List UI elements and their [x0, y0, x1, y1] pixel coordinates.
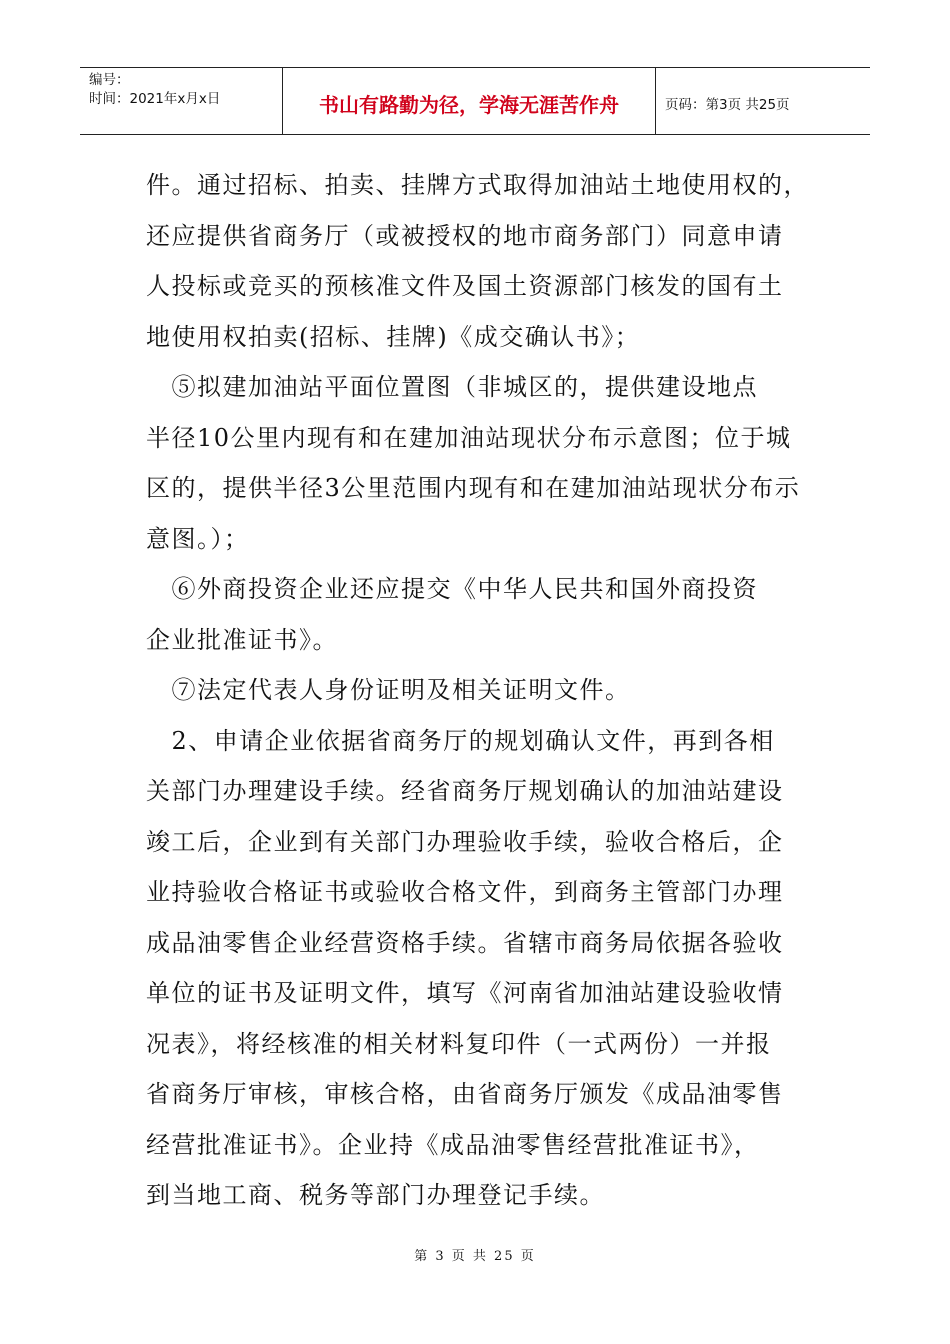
text-line: 成品油零售企业经营资格手续。省辖市商务局依据各验收 — [146, 928, 784, 957]
header-page-info: 页码：第3页 共25页 — [665, 97, 790, 113]
text-line: 意图。）； — [146, 524, 250, 553]
text-line: 企业批准证书》。 — [146, 625, 338, 654]
text-line: 2、申请企业依据省商务厅的规划确认文件，再到各相 — [146, 726, 775, 755]
text-line: ⑥外商投资企业还应提交《中华人民共和国外商投资 — [146, 575, 758, 603]
text-line: 半径10公里内现有和在建加油站现状分布示意图；位于城 — [146, 423, 792, 452]
text-line: 到当地工商、税务等部门办理登记手续。 — [146, 1181, 605, 1209]
document-time: 时间：2021年x月x日 — [89, 91, 221, 107]
text-line: 地使用权拍卖(招标、挂牌)《成交确认书》； — [146, 322, 641, 351]
text-line: 况表》，将经核准的相关材料复印件（一式两份）一并报 — [146, 1029, 772, 1058]
page-footer: 第 3 页 共 25 页 — [414, 1249, 536, 1264]
text-line: 区的，提供半径3公里范围内现有和在建加油站现状分布示 — [146, 474, 801, 502]
text-line: 省商务厅审核，审核合格，由省商务厅颁发《成品油零售 — [146, 1080, 784, 1108]
text-line: 经营批准证书》。企业持《成品油零售经营批准证书》， — [146, 1130, 760, 1159]
header-meta — [80, 68, 283, 134]
text-line: 业持验收合格证书或验收合格文件，到商务主管部门办理 — [146, 878, 784, 906]
text-line: 单位的证书及证明文件，填写《河南省加油站建设验收情 — [146, 979, 784, 1007]
document-body — [146, 160, 809, 1221]
text-line: 件。通过招标、拍卖、挂牌方式取得加油站土地使用权的， — [146, 171, 809, 199]
text-line: ⑤拟建加油站平面位置图（非城区的，提供建设地点 — [146, 373, 758, 401]
text-line: ⑦法定代表人身份证明及相关证明文件。 — [146, 676, 631, 704]
text-line: 人投标或竞买的预核准文件及国土资源部门核发的国有土 — [146, 272, 784, 300]
text-line: 竣工后，企业到有关部门办理验收手续，验收合格后，企 — [146, 827, 784, 856]
text-line: 还应提供省商务厅（或被授权的地市商务部门）同意申请 — [146, 221, 784, 250]
header-motto: 书山有路勤为径，学海无涯苦作舟 — [283, 68, 656, 134]
text-line: 关部门办理建设手续。经省商务厅规划确认的加油站建设 — [146, 777, 784, 805]
document-number-label: 编号： — [89, 72, 130, 88]
page-header — [80, 67, 870, 135]
